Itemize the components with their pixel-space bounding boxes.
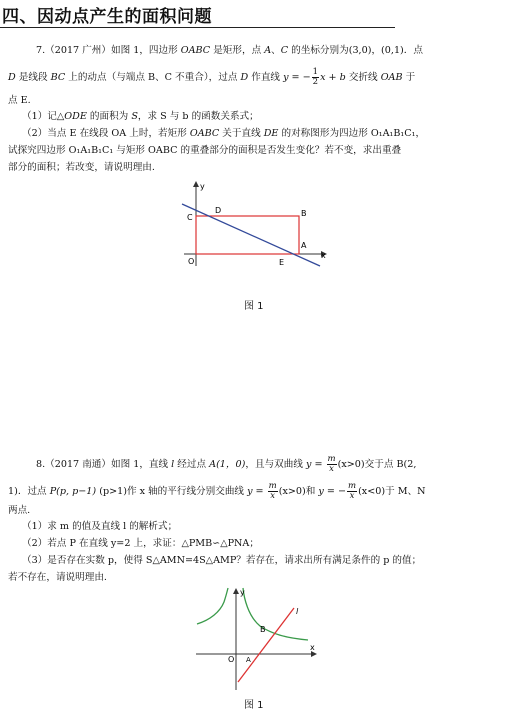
axis-label-y: y (200, 182, 205, 191)
point-label-b: B (301, 209, 307, 218)
figure1-caption-p8: 图 1 (244, 700, 264, 711)
p8-point-p: P(p, p−1) (49, 486, 97, 497)
p7-text: 于 (402, 72, 416, 83)
p7-eq: = − (288, 72, 311, 83)
p8-fraction-2: $\frac{m}{x}$ (268, 481, 277, 501)
p7-line3: 点 E. (8, 95, 31, 106)
p7-text: 、 (271, 45, 281, 56)
p8-text: 8.（2017 南通）如图 1，直线 (36, 459, 172, 470)
p7-text: 的坐标分别为(3,0)，(0,1)．点 (288, 45, 423, 56)
p7-question2-line1 (22, 127, 425, 140)
p8-text: (x>0)交于点 B(2, (337, 459, 417, 470)
point-label-e: E (279, 258, 285, 267)
p8-text: 1)．过点 (8, 486, 50, 497)
p8-line1: 8.（2017 南通）如图 1，直线 l 经过点 A(1，0)，且与双曲线 y = $\frac{m}{x}$ (x>0)交于点 B(2, (36, 454, 417, 474)
p7-point-d: D (240, 72, 249, 83)
p7-text: 是矩形，点 (210, 45, 265, 56)
p7-text: （2）当点 E 在线段 OA 上时，若矩形 (22, 128, 190, 139)
hyperbola-left-branch (197, 588, 228, 624)
line-label-l: l (296, 607, 299, 616)
p7-question2-line3: 部分的面积；若改变，请说明理由. (8, 162, 155, 173)
p8-text: 经过点 (174, 459, 210, 470)
p7-point-d: D (8, 72, 16, 83)
p7-line1 (36, 44, 423, 57)
point-label-o: O (228, 655, 235, 664)
p8-text: (x<0)于 M、N (358, 486, 426, 497)
p8-eq: = − (323, 486, 346, 497)
line-l (238, 608, 294, 682)
p7-xb: x + b (320, 72, 346, 83)
section-title: 四、因动点产生的面积问题 (2, 7, 212, 27)
p7-question1 (22, 110, 259, 123)
p7-bc: BC (50, 72, 66, 83)
p8-line2: 1)．过点 P(p, p−1) (p>1)作 x 轴的平行线分别交曲线 y = $\frac{m}{x}$ (x>0)和 y = − $\frac{m}{x}$ (x<0)于 M、N (8, 481, 426, 501)
p8-y: y (318, 486, 324, 497)
p7-text: 是线段 (15, 72, 51, 83)
p7-line2 (8, 68, 415, 87)
p8-y: y (247, 486, 253, 497)
p8-fraction-3: $\frac{m}{x}$ (348, 481, 357, 501)
p8-l: l (171, 459, 175, 470)
p8-text: (x>0)和 (278, 486, 319, 497)
p7-fraction: $\frac{1}{2}$ (312, 67, 319, 87)
title-underline (0, 27, 395, 28)
p8-point-a: A(1，0) (209, 459, 246, 470)
point-label-c: C (187, 213, 193, 222)
p7-oabc: OABC (180, 45, 211, 56)
p7-text: ，求 S 与 b 的函数关系式； (137, 111, 259, 122)
p7-s: S (131, 111, 138, 122)
p7-point-a: A (264, 45, 272, 56)
axis-label-y: y (240, 588, 245, 597)
p8-line3: 两点. (8, 505, 31, 516)
figure1-caption: 图 1 (244, 301, 264, 312)
p7-ode: ODE (64, 111, 87, 122)
p8-question2: （2）若点 P 在直线 y=2 上，求证：△PMB∽△PNA； (22, 538, 259, 549)
p7-question2-line2: 试探究四边形 O₁A₁B₁C₁ 与矩形 OABC 的重叠部分的面积是否发生变化？若不变，求出重叠 (8, 145, 402, 156)
p8-text: (p>1)作 x 轴的平行线分别交曲线 (96, 486, 248, 497)
p7-text: 关于直线 (219, 128, 264, 139)
point-label-a: A (246, 656, 251, 664)
p7-y: y (283, 72, 289, 83)
p7-oabc: OABC (189, 128, 220, 139)
p8-fraction-1: $\frac{m}{x}$ (327, 454, 336, 474)
point-label-o: O (188, 257, 195, 266)
point-label-b: B (260, 625, 266, 634)
p7-text: 7.（2017 广州）如图 1，四边形 (36, 45, 181, 56)
p8-text: ，且与双曲线 (245, 459, 306, 470)
p7-text: 的对称图形为四边形 O₁A₁B₁C₁， (278, 128, 426, 139)
figure-rectangle-oabc (180, 180, 330, 270)
p8-question1: （1）求 m 的值及直线 l 的解析式； (22, 521, 178, 532)
p7-oab: OAB (380, 72, 403, 83)
p8-question3-line2: 若不存在，请说明理由. (8, 572, 107, 583)
p7-text: 交折线 (345, 72, 381, 83)
axis-label-x: x (310, 643, 315, 652)
rectangle-oabc (196, 216, 299, 254)
figure-hyperbola-line (190, 586, 320, 692)
p8-y: y (305, 459, 312, 470)
p8-question3-line1: （3）是否存在实数 p，使得 S△AMN=4S△AMP？若存在，请求出所有满足条件的 p 的值； (22, 555, 422, 566)
p7-point-c: C (280, 45, 289, 56)
p7-de: DE (263, 128, 279, 139)
point-label-d: D (215, 206, 222, 215)
p7-text: 的面积为 (86, 111, 132, 122)
p7-text: （1）记△ (22, 111, 65, 122)
axis-label-x: x (321, 251, 326, 260)
p7-text: 作直线 (248, 72, 284, 83)
p7-text: 上的动点（与端点 B、C 不重合），过点 (65, 72, 241, 83)
point-label-a: A (301, 241, 307, 250)
